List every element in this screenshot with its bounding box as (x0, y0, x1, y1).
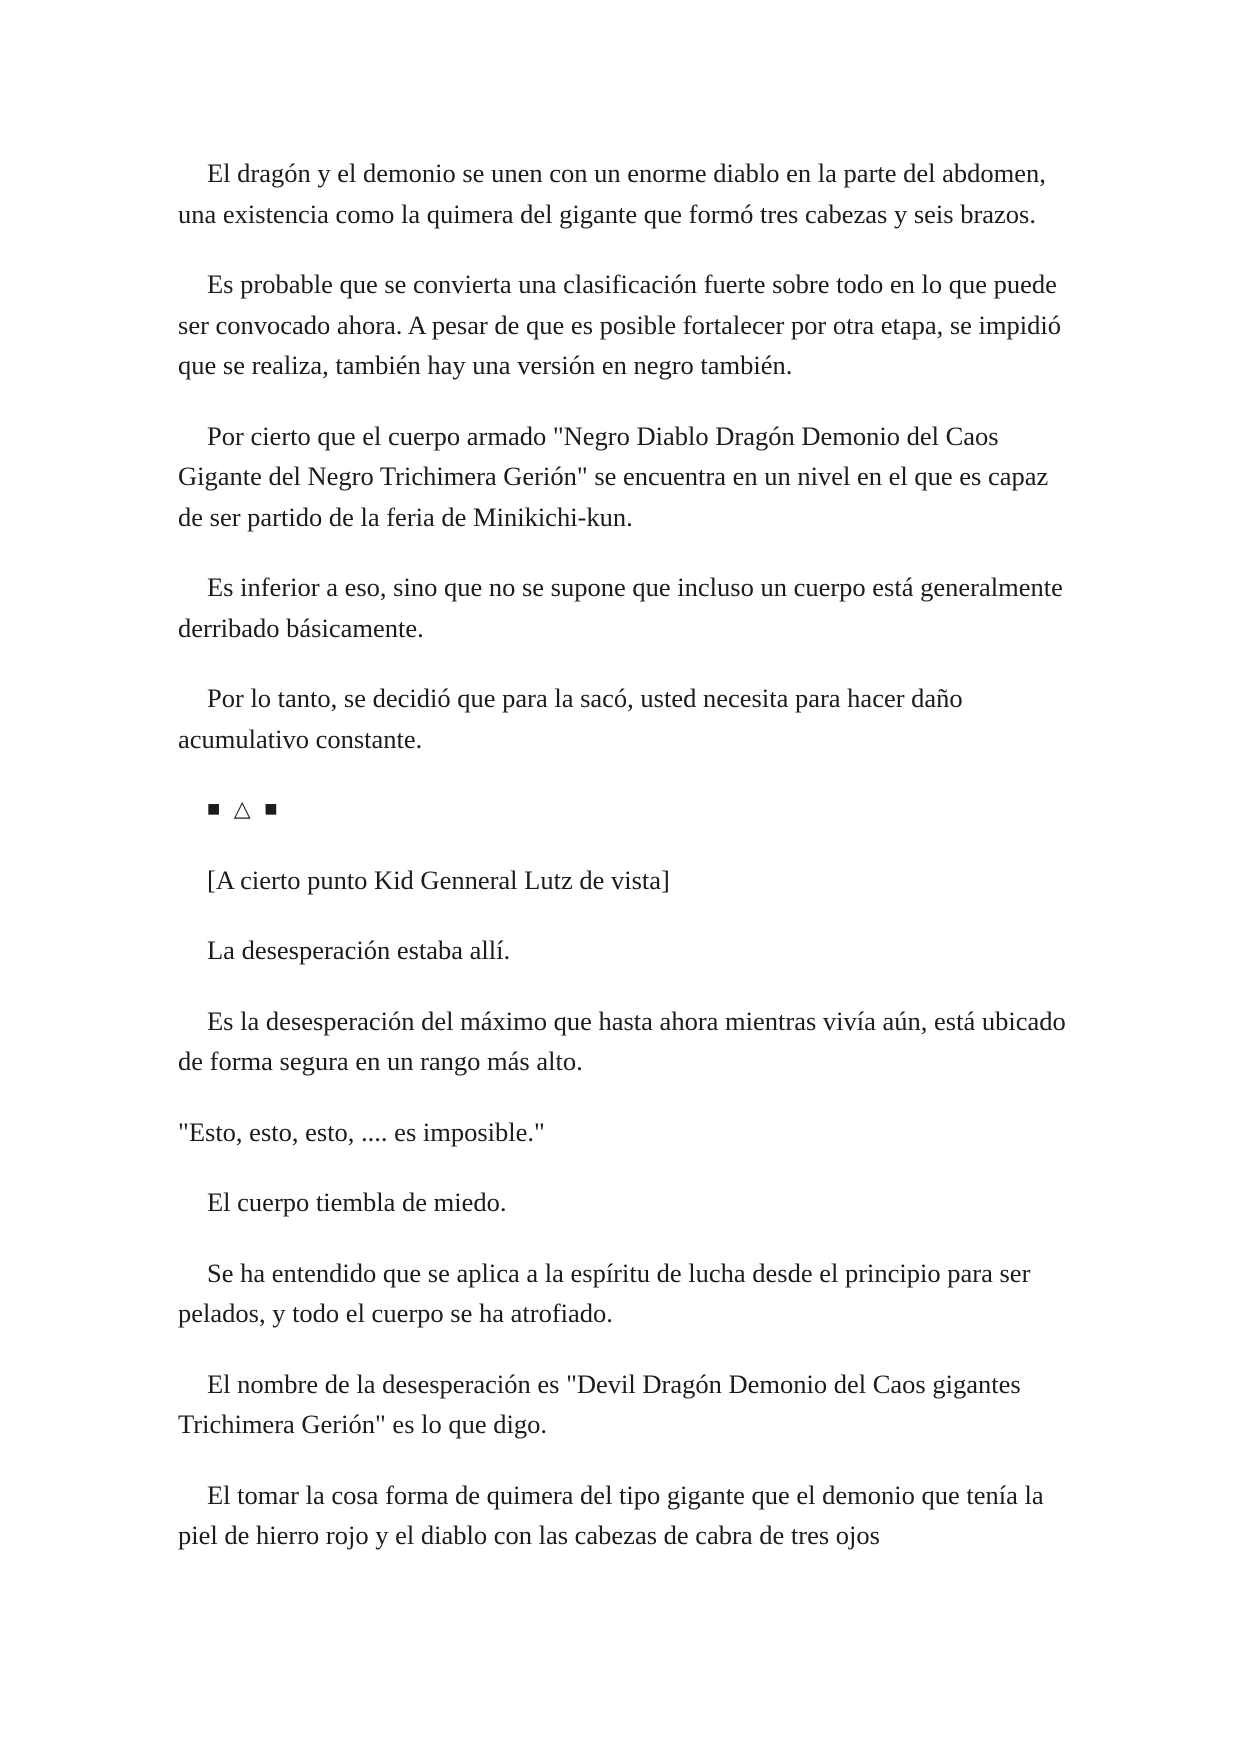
paragraph: Es inferior a eso, sino que no se supone que incluso un cuerpo está generalmente derribado básicamente. (178, 572, 1063, 643)
section-heading: [A cierto punto Kid Genneral Lutz de vista] (207, 864, 670, 895)
paragraph: El dragón y el demonio se unen con un enorme diablo en la parte del abdomen, una existencia como la quimera del gigante que formó tres cabezas y seis brazos. (178, 158, 1046, 229)
paragraph: Es probable que se convierta una clasificación fuerte sobre todo en lo que puede ser convocado ahora. A pesar de que es posible fortalecer por otra etapa, se impidió que se realiza, también hay una versión en negro también. (178, 269, 1062, 380)
dialogue-line: "Esto, esto, esto, .... es imposible." (178, 1116, 545, 1147)
section-divider: ■ △ ■ (207, 796, 282, 821)
paragraph: El cuerpo tiembla de miedo. (207, 1187, 507, 1217)
document-page (178, 153, 1078, 1586)
paragraph: Es la desesperación del máximo que hasta ahora mientras vivía aún, está ubicado de forma segura en un rango más alto. (178, 1005, 1066, 1076)
paragraph: La desesperación estaba allí. (207, 935, 511, 965)
paragraph: Se ha entendido que se aplica a la espíritu de lucha desde el principio para ser pelados, y todo el cuerpo se ha atrofiado. (178, 1257, 1031, 1328)
paragraph: El nombre de la desesperación es "Devil Dragón Demonio del Caos gigantes Trichimera Gerión" es lo que digo. (178, 1368, 1021, 1439)
paragraph: El tomar la cosa forma de quimera del tipo gigante que el demonio que tenía la piel de hierro rojo y el diablo con las cabezas de cabra de tres ojos (178, 1479, 1044, 1550)
paragraph: Por lo tanto, se decidió que para la sacó, usted necesita para hacer daño acumulativo constante. (178, 683, 963, 754)
paragraph: Por cierto que el cuerpo armado "Negro Diablo Dragón Demonio del Caos Gigante del Negro Trichimera Gerión" se encuentra en un nivel en el que es capaz de ser partido de la feria de Minikichi-kun. (178, 420, 1049, 532)
